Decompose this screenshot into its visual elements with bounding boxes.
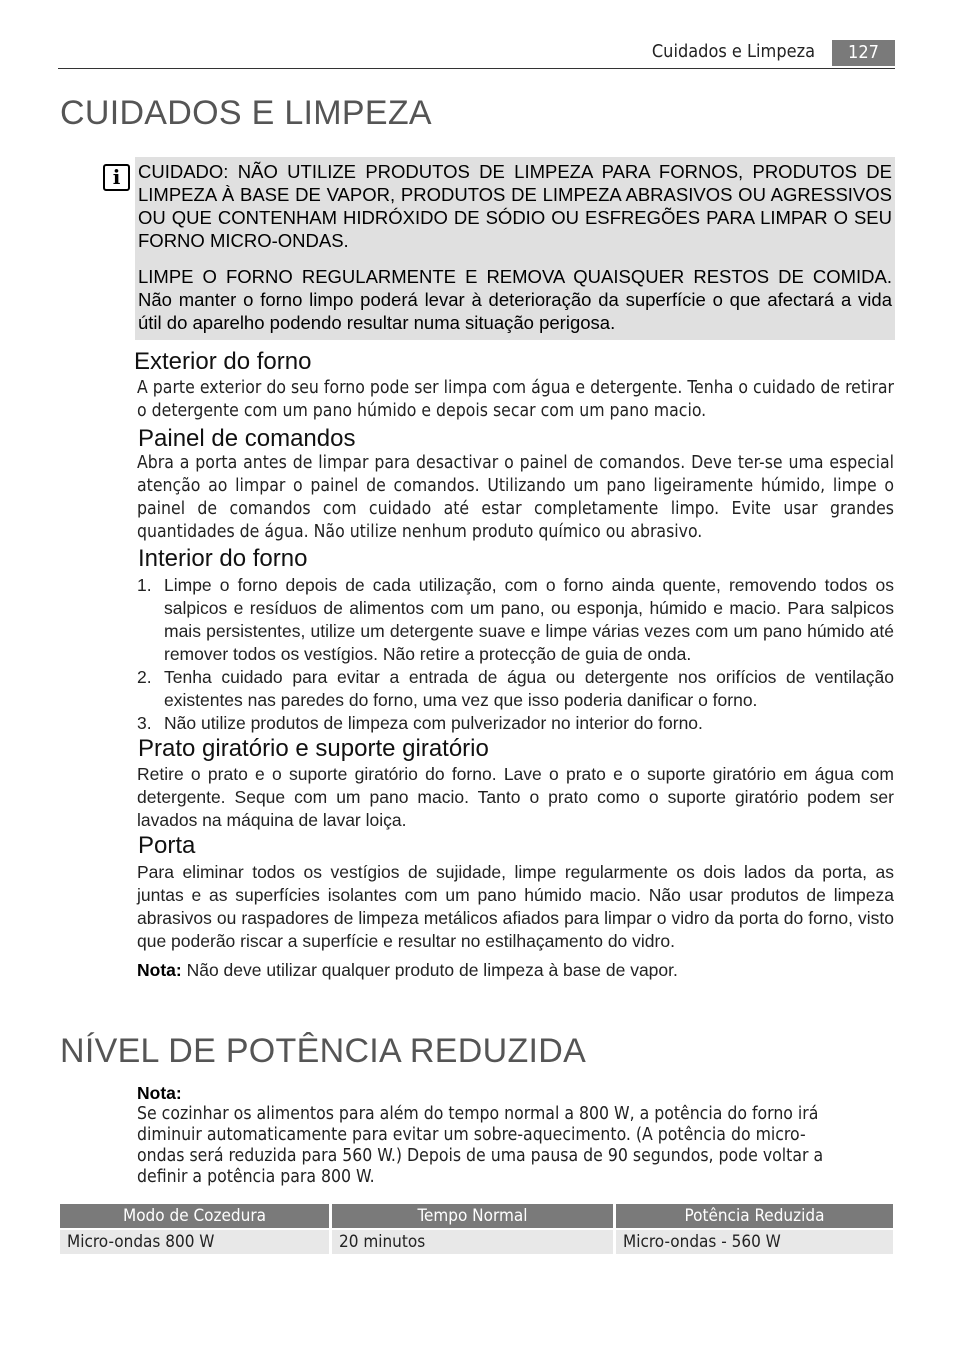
potencia-note bbox=[137, 1083, 837, 1188]
heading-interior: Interior do forno bbox=[138, 545, 308, 572]
column-header: Tempo Normal bbox=[332, 1204, 613, 1228]
list-item-number: 2. bbox=[137, 667, 152, 687]
table-header-row bbox=[60, 1204, 893, 1228]
exterior-text: A parte exterior do seu forno pode ser limpa com água e detergente. Tenha o cuidado de retirar o detergente com um pano húmido e depois secar com um pano macio. bbox=[137, 378, 894, 421]
list-item bbox=[137, 666, 894, 712]
table-cell: 20 minutos bbox=[332, 1230, 613, 1254]
running-header-title: Cuidados e Limpeza bbox=[651, 41, 815, 62]
note-text: Não deve utilizar qualquer produto de limpeza à base de vapor. bbox=[181, 960, 678, 980]
interior-steps bbox=[137, 574, 894, 735]
list-item-text: Não utilize produtos de limpeza com pulverizador no interior do forno. bbox=[164, 713, 703, 733]
heading-painel: Painel de comandos bbox=[138, 425, 356, 452]
column-header: Modo de Cozedura bbox=[60, 1204, 329, 1228]
info-icon: i bbox=[103, 164, 130, 191]
list-item-text: Tenha cuidado para evitar a entrada de água ou detergente nos orifícios de ventilação existentes nas paredes do forno, uma vez que isso poderia danificar o forno. bbox=[164, 667, 894, 710]
power-table bbox=[57, 1202, 896, 1256]
note-label: Nota: bbox=[137, 960, 182, 980]
list-item bbox=[137, 574, 894, 666]
warning-paragraph-2: LIMPE O FORNO REGULARMENTE E REMOVA QUAISQUER RESTOS DE COMIDA. Não manter o forno limpo poderá levar à deterioração da superfície o que afectará a vida útil do aparelho podendo resultar numa situação perigosa. bbox=[138, 266, 892, 333]
porta-text: Para eliminar todos os vestígios de sujidade, limpe regularmente os dois lados da porta, as juntas e as superfícies isolantes com um pano húmido macio. Não usar produtos de limpeza abrasivos ou raspadores de limpeza metálicos afiados para limpar o vidro da porta do forno, visto que poderão riscar a superfície e resultar no estilhaçamento do vidro. bbox=[137, 862, 894, 951]
table-cell: Micro-ondas - 560 W bbox=[616, 1230, 893, 1254]
list-item-text: Limpe o forno depois de cada utilização, com o forno ainda quente, removendo todos os salpicos e resíduos de alimentos com um pano, ou esponja, húmido e macio. Para salpicos mais persistentes, utilize um detergente suave e limpe várias vezes com um pano húmido até remover todos os vestígios. Não retire a protecção de guia de onda. bbox=[164, 575, 894, 664]
note-text: Se cozinhar os alimentos para além do tempo normal a 800 W, a potência do forno irá diminuir automaticamente para evitar um sobre-aquecimento. (A potência do micro-ondas será reduzida para 560 W.) Depois de uma pausa de 90 segundos, pode voltar a definir a potência para 800 W. bbox=[137, 1104, 824, 1187]
heading-exterior: Exterior do forno bbox=[134, 348, 312, 375]
warning-box bbox=[135, 157, 895, 340]
prato-text: Retire o prato e o suporte giratório do forno. Lave o prato e o suporte giratório em água com detergente. Seque com um pano macio. Tanto o prato como o suporte giratório podem ser lavados na máquina de lavar loiça. bbox=[137, 764, 894, 830]
porta-note bbox=[137, 959, 894, 982]
list-item bbox=[137, 712, 894, 735]
section-title-cuidados: CUIDADOS E LIMPEZA bbox=[60, 94, 432, 132]
section-title-potencia: NÍVEL DE POTÊNCIA REDUZIDA bbox=[60, 1032, 587, 1070]
list-item-number: 3. bbox=[137, 713, 152, 733]
table-cell: Micro-ondas 800 W bbox=[60, 1230, 329, 1254]
page-number: 127 bbox=[832, 40, 895, 66]
heading-prato: Prato giratório e suporte giratório bbox=[138, 735, 489, 762]
heading-porta: Porta bbox=[138, 832, 196, 859]
note-label: Nota: bbox=[137, 1083, 182, 1103]
table-row bbox=[60, 1230, 893, 1254]
column-header: Potência Reduzida bbox=[616, 1204, 893, 1228]
list-item-number: 1. bbox=[137, 575, 152, 595]
painel-text: Abra a porta antes de limpar para desactivar o painel de comandos. Deve ter-se uma especial atenção ao limpar o painel de comandos. Utilizando um pano ligeiramente húmido, limpe o painel de comandos com cuidado até estar completamente limpo. Evite usar grandes quantidades de água. Não utilize nenhum produto químico ou abrasivo. bbox=[137, 453, 894, 542]
warning-paragraph-1: CUIDADO: NÃO UTILIZE PRODUTOS DE LIMPEZA PARA FORNOS, PRODUTOS DE LIMPEZA À BASE DE VAPOR, PRODUTOS DE LIMPEZA ABRASIVOS OU AGRESSIVOS OU QUE CONTENHAM HIDRÓXIDO DE SÓDIO OU ESFREGÕES PARA LIMPAR O SEU FORNO MICRO-ONDAS. bbox=[138, 161, 892, 251]
page-header bbox=[58, 40, 895, 69]
